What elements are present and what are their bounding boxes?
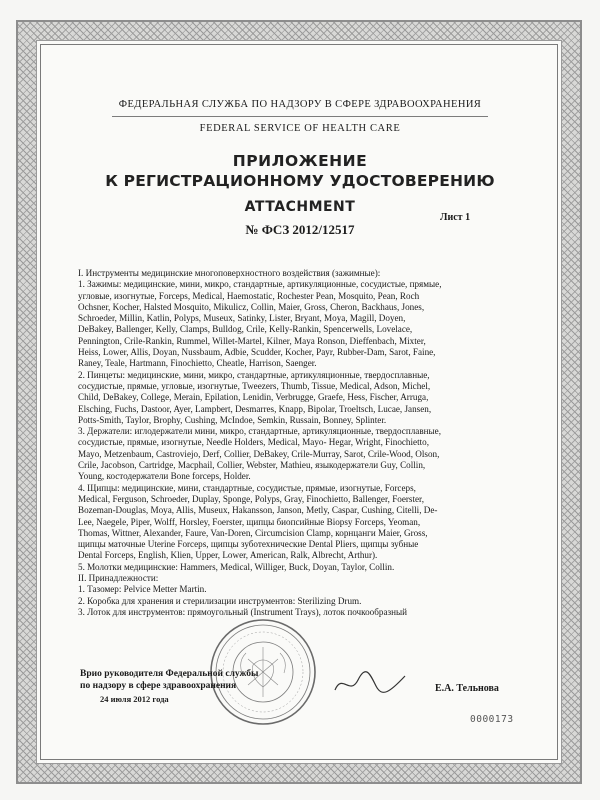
serial-number: 0000173 bbox=[470, 714, 514, 725]
body-line: Ochsner, Kocher, Halsted Mosquito, Mikulicz, Collin, Maier, Gross, Cheron, Backhaus, Jones, bbox=[78, 301, 425, 312]
body-line: Raney, Teale, Hartmann, Finochietto, Cheatle, Harrison, Saenger. bbox=[78, 358, 317, 369]
instrument-list bbox=[78, 268, 530, 618]
body-line: Child, DeBakey, College, Merain, Epilation, Lenidin, Verbrugge, Graefe, Hess, Fischer, Arruga, bbox=[78, 392, 429, 403]
body-line: Pennington, Crile-Rankin, Rummel, Willet-Martel, Kilner, Maya Ronson, Dieffenbach, Mixter, bbox=[78, 335, 426, 346]
body-line: сосудистые, прямые, изогнутые, Needle Holders, Medical, Mayo- Hegar, Wright, Finochietto, bbox=[78, 437, 429, 448]
body-line: 2. Коробка для хранения и стерилизации инструментов: Sterilizing Drum. bbox=[78, 595, 362, 606]
sheet-number: Лист 1 bbox=[440, 212, 471, 223]
signatory-name: Е.А. Тельнова bbox=[435, 683, 499, 694]
body-line: щипцы маточные Uterine Forceps, щипцы зуботехнические Dental Pliers, щипцы зубные bbox=[78, 539, 419, 550]
signature-date: 24 июля 2012 года bbox=[100, 694, 169, 704]
signatory-position-line1: Врио руководителя Федеральной службы bbox=[80, 669, 259, 679]
header-divider bbox=[112, 116, 488, 117]
body-line: Potts-Smith, Taylor, Brophy, Cushing, McIndoe, Semkin, Russain, Bonney, Splinter. bbox=[78, 414, 387, 425]
body-line: 4. Щипцы: медицинские, мини, стандартные, сосудистые, прямые, изогнутые, Forceps, bbox=[78, 482, 416, 493]
agency-name-en: FEDERAL SERVICE OF HEALTH CARE bbox=[199, 123, 401, 134]
body-line: 3. Держатели: иглодержатели мини, микро, стандартные, артикуляционные, твердосплавные, bbox=[78, 426, 442, 437]
handwritten-signature-icon bbox=[330, 668, 410, 698]
body-line: II. Принадлежности: bbox=[78, 573, 159, 584]
body-line: 1. Тазомер: Pelvice Metter Martin. bbox=[78, 584, 207, 595]
agency-name-ru: ФЕДЕРАЛЬНАЯ СЛУЖБА ПО НАДЗОРУ В СФЕРЕ ЗДРАВООХРАНЕНИЯ bbox=[118, 99, 482, 110]
body-line: Lee, Naegele, Piper, Wolff, Horsley, Foerster, щипцы биопсийные Biopsy Forceps, Yeoman, bbox=[78, 516, 421, 527]
body-line: 3. Лоток для инструментов: прямоугольный (Instrument Trays), лоток почкообразный bbox=[78, 606, 407, 617]
body-line: угловые, изогнутые, Forceps, Medical, Haemostatic, Rochester Pean, Mosquito, Pean, Roch bbox=[78, 290, 420, 301]
body-line: I. Инструменты медицинские многоповерхностного воздействия (зажимные): bbox=[78, 268, 381, 278]
body-line: Elsching, Fuchs, Dastoor, Ayer, Lampbert, Desmarres, Knapp, Bipolar, Troeltsch, Lucae, Jansen, bbox=[78, 403, 432, 414]
body-line: Medical, Ferguson, Schroeder, Duplay, Sponge, Polyps, Gray, Finochietto, Ballenger, Foerster, bbox=[78, 493, 425, 504]
body-line: Schroeder, Millin, Katlin, Polyps, Museux, Satinky, Lister, Bryant, Moya, Magill, Doyen, bbox=[78, 313, 406, 324]
title-line2: К РЕГИСТРАЦИОННОМУ УДОСТОВЕРЕНИЮ bbox=[105, 172, 495, 190]
body-line: 5. Молотки медицинские: Hammers, Medical, Williger, Buck, Doyan, Taylor, Collin. bbox=[78, 561, 395, 572]
body-line: DeBakey, Ballenger, Kelly, Clamps, Bulldog, Crile, Kelly-Rankin, Spencerwells, Lovelace, bbox=[78, 324, 413, 335]
body-line: 1. Зажимы: медицинские, мини, микро, стандартные, артикуляционные, сосудистые, прямые, bbox=[78, 279, 442, 290]
signatory-position bbox=[80, 668, 258, 692]
body-line: Mayo, Metzenbaum, Castroviejo, Derf, Collier, DeBakey, Crile-Murray, Sarot, Crile-Wood, Olson, bbox=[78, 448, 440, 459]
body-line: Dental Forceps, English, Klien, Upper, Lower, American, Ralk, Albrecht, Arthur). bbox=[78, 550, 378, 561]
body-line: Bozeman-Douglas, Moya, Allis, Museux, Hakansson, Janson, Metly, Caspar, Cushing, Citelli, De- bbox=[78, 505, 438, 516]
body-line: Heiss, Lower, Allis, Doyan, Nussbaum, Adbie, Scudder, Kocher, Payr, Rubber-Dam, Sarot, Faine, bbox=[78, 347, 436, 358]
body-line: Thomas, Wittner, Alexander, Faure, Van-Doren, Circumcision Clamp, корнцанги Maier, Gross, bbox=[78, 527, 428, 538]
registration-number: № ФСЗ 2012/12517 bbox=[245, 222, 355, 237]
body-line: Crile, Jacobson, Cartridge, Macphail, Collier, Webster, Mathieu, языкодержатели Guy, Collin, bbox=[78, 460, 426, 471]
body-line: 2. Пинцеты: медицинские, мини, микро, стандартные, артикуляционные, твердосплавные, bbox=[78, 369, 430, 380]
title-line1: ПРИЛОЖЕНИЕ bbox=[232, 152, 368, 170]
title-line3: ATTACHMENT bbox=[244, 199, 356, 215]
signatory-position-line2: по надзору в сфере здравоохранения bbox=[80, 681, 237, 691]
body-line: сосудистые, прямые, угловые, изогнутые, Tweezers, Thumb, Tissue, Medical, Adson, Michel, bbox=[78, 380, 431, 391]
body-line: Young, костодержатели Bone forceps, Holder. bbox=[78, 471, 251, 482]
